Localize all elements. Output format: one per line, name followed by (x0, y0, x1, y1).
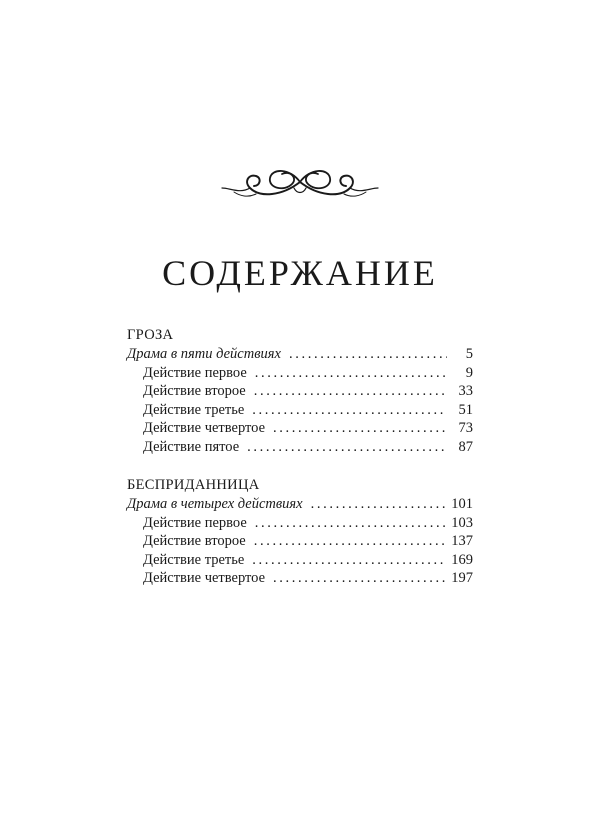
leader-dots (247, 438, 447, 457)
leader-dots (255, 364, 447, 383)
entry-label: Действие третье (143, 551, 245, 568)
toc-entry[interactable] (127, 401, 473, 420)
page-number: 101 (451, 496, 473, 512)
section-title: БЕСПРИДАННИЦА (127, 477, 260, 493)
toc-entry[interactable] (127, 364, 473, 383)
entry-label: Драма в четырех действиях (127, 496, 303, 512)
entry-label: Действие четвертое (143, 420, 266, 436)
leader-dots (289, 345, 447, 364)
leader-dots (254, 532, 447, 551)
page-number: 73 (458, 420, 473, 436)
toc-entry[interactable] (127, 438, 473, 457)
section-title: ГРОЗА (127, 327, 174, 343)
page-title: СОДЕРЖАНИЕ (162, 253, 438, 293)
entry-label: Действие первое (143, 364, 247, 381)
leader-dots (252, 551, 447, 570)
table-of-contents (127, 326, 473, 608)
toc-entry[interactable] (127, 514, 473, 533)
toc-entry[interactable] (127, 495, 473, 514)
toc-entry[interactable] (127, 532, 473, 551)
page-number: 197 (451, 570, 473, 586)
page-number: 169 (451, 551, 473, 568)
toc-entry[interactable] (127, 569, 473, 588)
toc-entry[interactable] (127, 382, 473, 401)
page-number: 103 (451, 514, 473, 531)
page-number: 33 (458, 383, 473, 399)
leader-dots (273, 419, 447, 438)
toc-entry[interactable] (127, 345, 473, 364)
toc-section-bespridannitsa (127, 476, 473, 588)
entry-label: Действие пятое (143, 438, 240, 455)
page-number: 9 (465, 364, 473, 381)
page-number: 137 (451, 533, 473, 549)
entry-label: Драма в пяти действиях (127, 346, 281, 362)
page-number: 5 (465, 346, 473, 362)
entry-label: Действие второе (143, 383, 246, 399)
entry-label: Действие третье (143, 401, 245, 418)
entry-label: Действие первое (143, 514, 247, 531)
entry-label: Действие второе (143, 533, 246, 549)
leader-dots (311, 495, 447, 514)
flourish-ornament-icon (220, 158, 380, 206)
page-number: 51 (458, 401, 473, 418)
toc-entry[interactable] (127, 419, 473, 438)
leader-dots (252, 401, 447, 420)
toc-section-groza (127, 326, 473, 456)
page-number: 87 (458, 438, 473, 455)
leader-dots (273, 569, 447, 588)
entry-label: Действие четвертое (143, 570, 266, 586)
leader-dots (254, 382, 447, 401)
toc-entry[interactable] (127, 551, 473, 570)
leader-dots (255, 514, 447, 533)
